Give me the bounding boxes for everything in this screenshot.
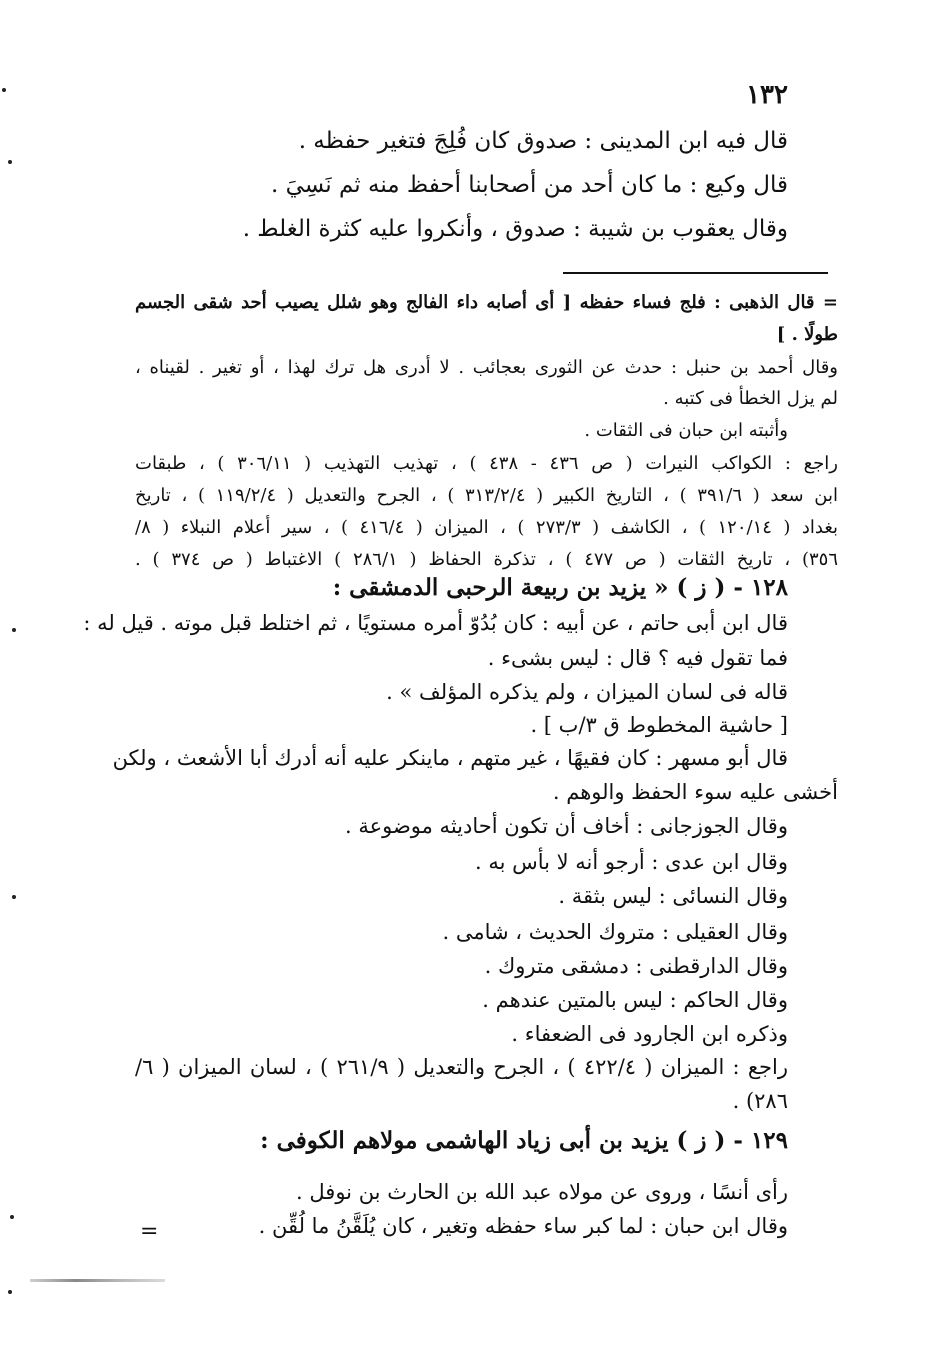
scan-speck bbox=[10, 1215, 14, 1219]
entry-line: وقال الدارقطنى : دمشقى متروك . bbox=[484, 954, 788, 978]
footnote-line: بغداد ( ١٢٠/١٤ ) ، الكاشف ( ٢٧٣/٣ ) ، الميزان ( ٤١٦/٤ ) ، سير أعلام النبلاء ( ٨/ bbox=[135, 517, 839, 538]
footnote-line: وقال أحمد بن حنبل : حدث عن الثورى بعجائب . لا أدرى هل ترك لهذا ، أو تغير . لقيناه ، bbox=[135, 357, 838, 378]
scan-speck bbox=[8, 160, 12, 164]
footnote-line: وأثبته ابن حبان فى الثقات . bbox=[584, 420, 788, 441]
entry-line: وقال ابن حبان : لما كبر ساء حفظه وتغير ، كان يُلَقَّنُ ما لُقِّن . bbox=[258, 1214, 788, 1238]
entry-heading-128: ١٢٨ - ( ز ) « يزيد بن ربيعة الرحبى الدمشقى : bbox=[332, 574, 788, 601]
entry-line: أخشى عليه سوء الحفظ والوهم . bbox=[552, 780, 838, 804]
page-number: ١٣٢ bbox=[746, 80, 788, 110]
entry-line: قاله فى لسان الميزان ، ولم يذكره المؤلف » . bbox=[386, 680, 788, 704]
footnote-line: راجع : الكواكب النيرات ( ص ٤٣٦ - ٤٣٨ ) ، تهذيب التهذيب ( ٣٠٦/١١ ) ، طبقات bbox=[135, 453, 838, 474]
scan-speck bbox=[12, 895, 16, 899]
footnote-line: لم يزل الخطأ فى كتبه . bbox=[663, 388, 838, 409]
entry-line: وقال الجوزجانى : أخاف أن تكون أحاديثه موضوعة . bbox=[344, 814, 788, 838]
text-line: وقال يعقوب بن شيبة : صدوق ، وأنكروا عليه كثرة الغلط . bbox=[242, 216, 788, 242]
entry-line: وقال العقيلى : متروك الحديث ، شامى . bbox=[442, 920, 788, 944]
entry-line: ٢٨٦) . bbox=[732, 1089, 788, 1113]
footnote-line: ابن سعد ( ٣٩١/٦ ) ، التاريخ الكبير ( ٣١٣/٢/٤ ) ، الجرح والتعديل ( ١١٩/٢/٤ ) ، تاريخ bbox=[135, 485, 838, 506]
scan-speck bbox=[2, 88, 6, 92]
scan-smudge bbox=[30, 1279, 165, 1282]
scan-speck bbox=[12, 628, 16, 632]
footnote-separator bbox=[563, 272, 828, 274]
continuation-mark: = bbox=[140, 1219, 159, 1244]
scan-speck bbox=[8, 1290, 12, 1294]
entry-line: وقال ابن عدى : أرجو أنه لا بأس به . bbox=[474, 850, 788, 874]
entry-line: وقال النسائى : ليس بثقة . bbox=[558, 884, 788, 908]
entry-line: وذكره ابن الجارود فى الضعفاء . bbox=[511, 1022, 788, 1046]
entry-line: رأى أنسًا ، وروى عن مولاه عبد الله بن الحارث بن نوفل . bbox=[296, 1180, 788, 1204]
entry-line: قال ابن أبى حاتم ، عن أبيه : كان بُدُوّ أمره مستويًا ، ثم اختلط قبل موته . قيل له : bbox=[83, 611, 788, 635]
entry-heading-129: ١٢٩ - ( ز ) يزيد بن أبى زياد الهاشمى مولاهم الكوفى : bbox=[260, 1127, 788, 1154]
entry-line: وقال الحاكم : ليس بالمتين عندهم . bbox=[482, 988, 788, 1012]
footnote-line: طولًا . ] bbox=[776, 324, 838, 345]
footnote-line: = قال الذهبى : فلج فساء حفظه [ أى أصابه داء الفالج وهو شلل يصيب أحد شقى الجسم bbox=[135, 292, 838, 313]
entry-line: فما تقول فيه ؟ قال : ليس بشىء . bbox=[487, 646, 788, 670]
text-line: قال وكيع : ما كان أحد من أصحابنا أحفظ منه ثم نَسِيَ . bbox=[270, 172, 788, 198]
entry-line: قال أبو مسهر : كان فقيهًا ، غير متهم ، ماينكر عليه أنه أدرك أبا الأشعث ، ولكن bbox=[112, 746, 788, 770]
entry-line: راجع : الميزان ( ٤٢٢/٤ ) ، الجرح والتعديل ( ٢٦١/٩ ) ، لسان الميزان ( ٦/ bbox=[135, 1055, 788, 1079]
text-line: قال فيه ابن المدينى : صدوق كان فُلِجَ فتغير حفظه . bbox=[298, 128, 788, 154]
entry-line: [ حاشية المخطوط ق ٣/ب ] . bbox=[530, 713, 788, 737]
footnote-line: ٣٥٦) ، تاريخ الثقات ( ص ٤٧٧ ) ، تذكرة الحفاظ ( ٢٨٦/١ ) الاغتباط ( ص ٣٧٤ ) . bbox=[135, 549, 838, 570]
